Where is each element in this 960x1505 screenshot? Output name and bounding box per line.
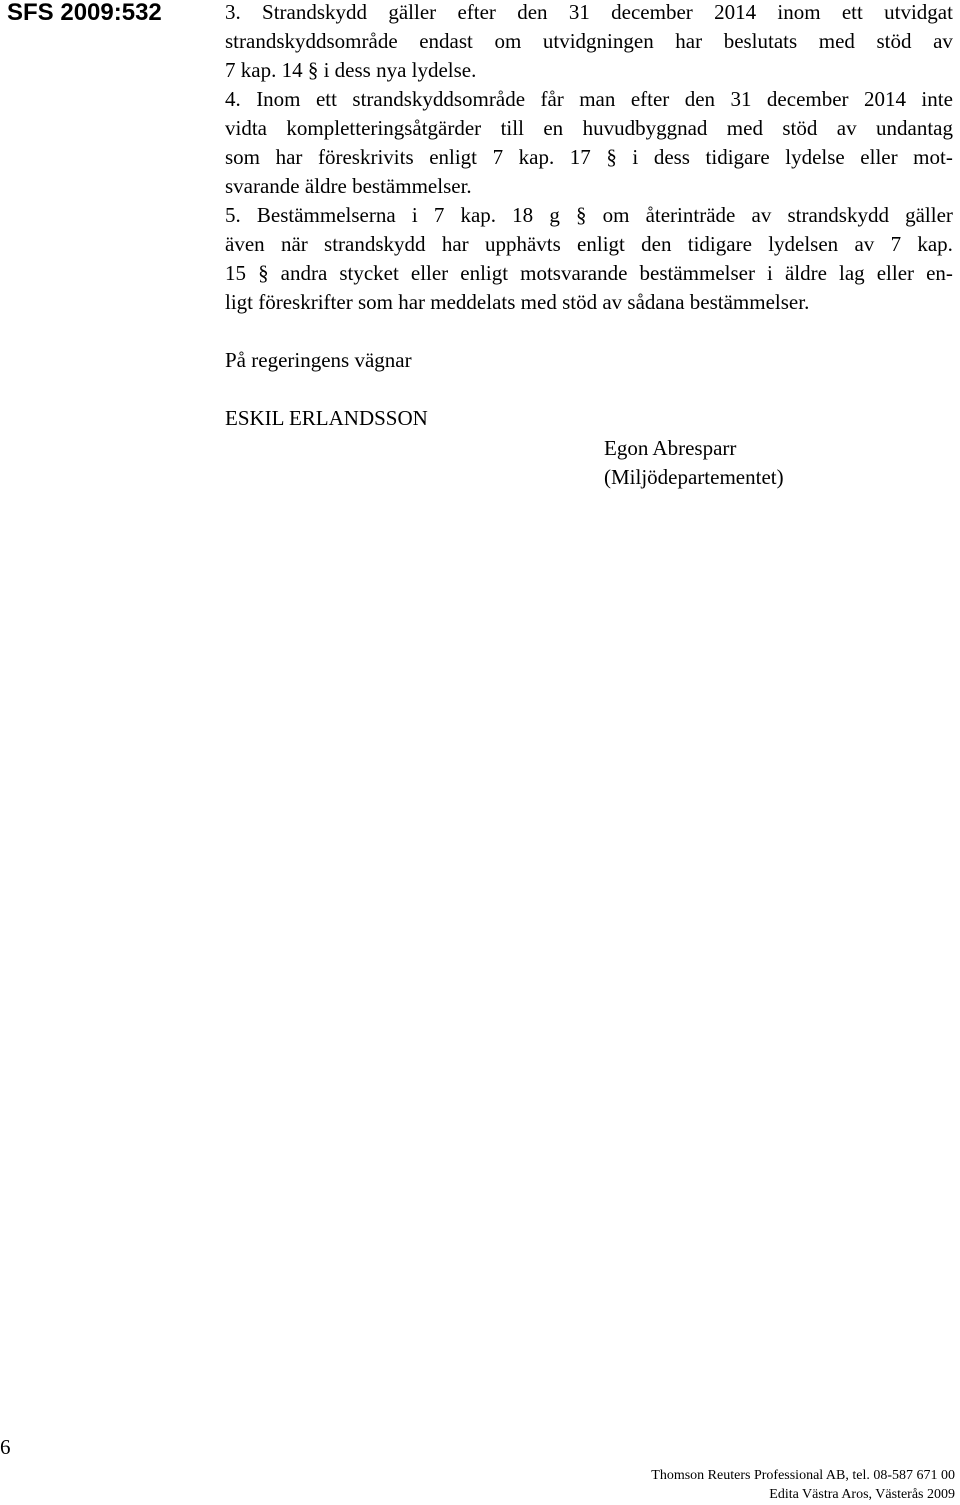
word: mot- [913,145,953,169]
word: § [606,145,617,169]
word: om [602,203,630,227]
text-line [225,143,953,172]
word: lag [838,261,865,285]
word: 7 [492,145,504,169]
word: § [575,203,587,227]
word: man [579,87,616,111]
page-number: 6 [0,1435,11,1459]
word: december [766,87,849,111]
word: bestämmelser [639,261,755,285]
word: inte [921,87,953,111]
text-line [225,114,953,143]
word: 31 [568,0,590,24]
word: har [441,232,469,256]
word: gäller [388,0,437,24]
document-id: SFS 2009:532 [7,0,162,26]
word: 7 [433,203,445,227]
word: får [540,87,564,111]
signature-department: (Miljödepartementet) [604,465,784,489]
word: har [675,29,703,53]
word: föreskrivits [317,145,414,169]
text-line [225,85,953,114]
word: efter [457,0,496,24]
word: av [933,29,953,53]
word: strandskyddsområde [225,29,398,53]
word: 31 [730,87,752,111]
word: beslutats [723,29,798,53]
signature-minister: ESKIL ERLANDSSON [225,406,428,430]
word: ett [315,87,337,111]
word: den [684,87,716,111]
word: enligt [429,145,478,169]
word: dess [653,145,690,169]
word: Strandskydd [262,0,368,24]
word: kompletteringsåtgärder [286,116,482,140]
word: inom [777,0,821,24]
word: motsvarande [520,261,628,285]
text-line [225,230,953,259]
word: 2014 [863,87,906,111]
word: 4. [225,87,241,111]
word: 2014 [714,0,757,24]
word: 5. [225,203,241,227]
word: 17 [569,145,591,169]
word: av [836,116,857,140]
word: till [500,116,524,140]
word: stycket [339,261,399,285]
word: återinträde [645,203,736,227]
word: har [275,145,303,169]
word: huvudbyggnad [582,116,708,140]
signature-official: Egon Abresparr [604,436,737,460]
document-body [225,0,953,317]
word: § [258,261,269,285]
word: i [767,261,773,285]
word: eller [876,261,915,285]
word: stöd [782,116,818,140]
text-line [225,0,953,27]
word: enligt [577,232,625,256]
word: den [517,0,548,24]
word: av [854,232,875,256]
word: gäller [905,203,953,227]
word: strandskydd [324,232,426,256]
word: när [280,232,308,256]
word: som [225,145,261,169]
text-line: ligt föreskrifter som har meddelats med stöd av sådana bestämmelser. [225,290,810,314]
word: den [641,232,672,256]
word: Bestämmelserna [256,203,396,227]
word: undantag [876,116,953,140]
word: lydelse [785,145,845,169]
word: om [494,29,522,53]
word: i [632,145,639,169]
footer-printer: Edita Västra Aros, Västerås 2009 [769,1487,955,1502]
word: december [611,0,693,24]
word: även [225,232,265,256]
word: med [818,29,855,53]
text-line: svarande äldre bestämmelser. [225,174,472,198]
word: ett [841,0,863,24]
word: utvidgningen [542,29,654,53]
word: eller [860,145,898,169]
word: eller [410,261,449,285]
word: stöd [876,29,912,53]
signature-on-behalf: På regeringens vägnar [225,348,412,372]
word: Inom [256,87,301,111]
word: 7 [890,232,902,256]
word: tidigare [687,232,752,256]
word: g [549,203,560,227]
word: andra [280,261,328,285]
word: av [751,203,772,227]
word: kap. [518,145,555,169]
word: kap. [917,232,953,256]
word: strandskydd [787,203,889,227]
word: efter [630,87,670,111]
word: med [726,116,763,140]
word: 15 [225,261,246,285]
text-line [225,259,953,288]
word: 3. [225,0,241,24]
word: enligt [460,261,509,285]
word: en- [926,261,953,285]
word: äldre [784,261,827,285]
text-line: 7 kap. 14 § i dess nya lydelse. [225,58,477,82]
word: kap. [460,203,497,227]
text-line [225,201,953,230]
word: i [411,203,418,227]
word: utvidgat [884,0,953,24]
text-line [225,27,953,56]
word: lydelsen [768,232,839,256]
word: en [543,116,564,140]
word: vidta [225,116,267,140]
word: upphävts [484,232,561,256]
word: 18 [512,203,534,227]
word: strandskyddsområde [352,87,526,111]
word: endast [419,29,473,53]
word: tidigare [705,145,770,169]
footer-publisher: Thomson Reuters Professional AB, tel. 08-587 671 00 [651,1468,955,1483]
